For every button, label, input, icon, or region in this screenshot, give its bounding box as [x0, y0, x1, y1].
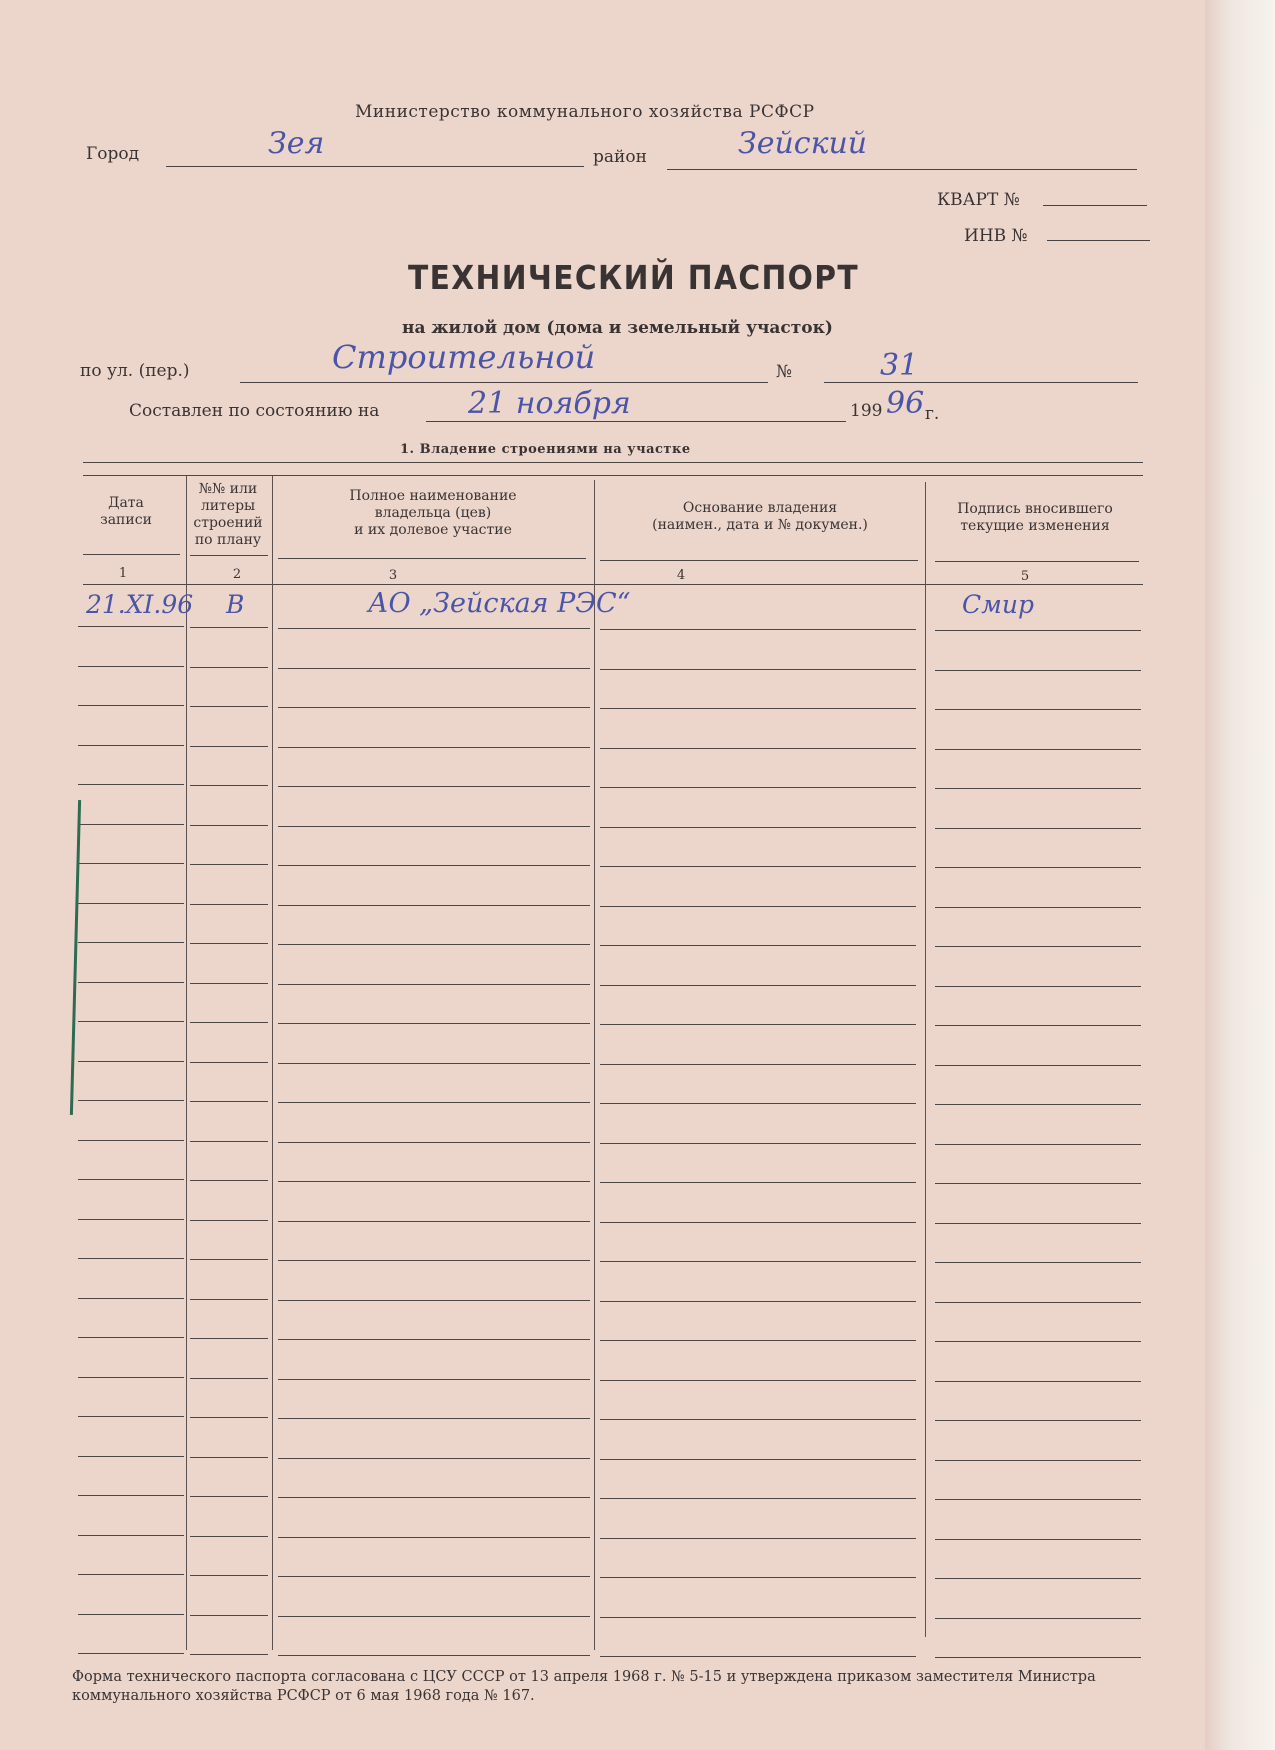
row-line: [78, 982, 184, 983]
entry-signature[interactable]: Смир: [962, 590, 1034, 619]
row-line: [935, 1025, 1141, 1026]
row-line: [278, 1418, 590, 1419]
row-line: [600, 1064, 916, 1065]
col-header-basis-text: Основание владения (наимен., дата и № докумен.): [652, 500, 868, 533]
row-line: [600, 1380, 916, 1381]
row-line: [278, 1260, 590, 1261]
row-line: [600, 1024, 916, 1025]
row-line: [278, 628, 590, 629]
row-line: [935, 1144, 1141, 1145]
row-line: [78, 1258, 184, 1259]
row-line: [600, 1103, 916, 1104]
row-line: [278, 1655, 590, 1656]
row-line: [190, 864, 268, 865]
row-line: [935, 1460, 1141, 1461]
row-line: [190, 627, 268, 628]
row-line: [190, 1457, 268, 1458]
row-line: [935, 867, 1141, 868]
city-line: [166, 166, 584, 167]
row-line: [190, 1378, 268, 1379]
row-line: [78, 1140, 184, 1141]
row-line: [600, 866, 916, 867]
row-line: [935, 986, 1141, 987]
row-line: [600, 906, 916, 907]
row-line: [190, 1654, 268, 1655]
row-line: [600, 787, 916, 788]
row-line: [278, 1102, 590, 1103]
row-line: [190, 1259, 268, 1260]
compiled-label: Составлен по состоянию на: [129, 401, 380, 421]
row-line: [600, 985, 916, 986]
divider-1: [186, 476, 187, 1650]
row-line: [600, 629, 916, 630]
row-line: [600, 1143, 916, 1144]
row-line: [278, 826, 590, 827]
row-line: [190, 667, 268, 668]
row-line: [935, 946, 1141, 947]
row-line: [935, 630, 1141, 631]
row-line: [935, 709, 1141, 710]
row-line: [935, 1183, 1141, 1184]
row-line: [935, 749, 1141, 750]
col-number-3: 3: [388, 568, 398, 583]
document-title: ТЕХНИЧЕСКИЙ ПАСПОРТ: [408, 258, 859, 297]
row-line: [190, 1220, 268, 1221]
col-number-4: 4: [676, 568, 686, 583]
row-line: [78, 1416, 184, 1417]
row-line: [190, 1141, 268, 1142]
row-line: [78, 1377, 184, 1378]
row-line: [278, 747, 590, 748]
row-line: [935, 907, 1141, 908]
compiled-date-line: [426, 421, 846, 422]
row-line: [190, 1615, 268, 1616]
row-line: [600, 1261, 916, 1262]
header-underline-5: [935, 561, 1139, 562]
entry-liter[interactable]: В: [226, 590, 245, 619]
col-header-liter-text: №№ или литеры строений по плану: [193, 481, 263, 548]
row-line: [278, 1576, 590, 1577]
row-line: [935, 1065, 1141, 1066]
row-line: [78, 1337, 184, 1338]
row-line: [78, 863, 184, 864]
row-line: [190, 1180, 268, 1181]
col-header-signature: [935, 501, 1135, 535]
district-label: район: [593, 147, 647, 167]
col-header-date: [88, 495, 164, 529]
col-number-1: 1: [118, 566, 128, 581]
row-line: [278, 1063, 590, 1064]
divider-2: [272, 476, 273, 1650]
row-line: [78, 1653, 184, 1654]
page-edge: [1205, 0, 1275, 1750]
row-line: [278, 668, 590, 669]
row-line: [190, 943, 268, 944]
row-line: [78, 1100, 184, 1101]
table-top-rule: [83, 475, 1143, 476]
row-line: [78, 705, 184, 706]
row-line: [78, 1298, 184, 1299]
row-line: [935, 1539, 1141, 1540]
row-line: [600, 669, 916, 670]
col-header-date-text: Дата записи: [100, 495, 152, 528]
row-line: [190, 706, 268, 707]
compiled-year-value[interactable]: 96: [886, 386, 925, 421]
row-line: [278, 944, 590, 945]
footer-note: Форма технического паспорта согласована с ЦСУ СССР от 13 апреля 1968 г. № 5-15 и утверждена приказом заместителя Министра коммунального хозяйства РСФСР от 6 мая 1968 года № 167.: [72, 1669, 1096, 1704]
col-number-5: 5: [1020, 569, 1030, 584]
row-line: [190, 1022, 268, 1023]
row-line: [600, 1459, 916, 1460]
row-line: [78, 903, 184, 904]
header-underline-4: [600, 560, 918, 561]
compiled-year-prefix: 199: [850, 401, 883, 421]
row-line: [600, 1538, 916, 1539]
row-line: [600, 1498, 916, 1499]
row-line: [600, 827, 916, 828]
row-line: [600, 1222, 916, 1223]
col-header-signature-text: Подпись вносившего текущие изменения: [957, 501, 1113, 534]
district-value[interactable]: Зейский: [738, 126, 868, 161]
row-line: [78, 824, 184, 825]
section-rule: [83, 462, 1143, 463]
row-line: [78, 1021, 184, 1022]
row-line: [78, 1614, 184, 1615]
row-line: [278, 1181, 590, 1182]
row-line: [190, 1338, 268, 1339]
col-header-basis: [600, 500, 920, 534]
row-line: [600, 1577, 916, 1578]
row-line: [935, 1420, 1141, 1421]
kvart-line[interactable]: [1043, 205, 1147, 206]
row-line: [78, 1061, 184, 1062]
row-line: [78, 666, 184, 667]
row-line: [78, 1495, 184, 1496]
row-line: [600, 1340, 916, 1341]
row-line: [935, 670, 1141, 671]
row-line: [190, 785, 268, 786]
row-line: [600, 1182, 916, 1183]
row-line: [935, 828, 1141, 829]
column-numbers-rule: [83, 584, 1143, 585]
row-line: [600, 748, 916, 749]
row-line: [190, 983, 268, 984]
row-line: [190, 1417, 268, 1418]
row-line: [278, 1379, 590, 1380]
row-line: [600, 708, 916, 709]
row-line: [190, 1299, 268, 1300]
row-line: [600, 1617, 916, 1618]
compiled-year-unit: г.: [925, 404, 940, 424]
row-line: [935, 1302, 1141, 1303]
row-line: [600, 1656, 916, 1657]
row-line: [78, 1535, 184, 1536]
entry-date[interactable]: 21.XI.96: [86, 590, 194, 619]
row-line: [278, 1339, 590, 1340]
compiled-date-value[interactable]: 21 ноября: [468, 386, 631, 421]
row-line: [935, 1578, 1141, 1579]
house-number-value[interactable]: 31: [880, 348, 919, 383]
row-line: [78, 784, 184, 785]
ministry-heading: Министерство коммунального хозяйства РСФСР: [355, 102, 815, 122]
row-line: [935, 1223, 1141, 1224]
row-line: [278, 1497, 590, 1498]
inv-label: ИНВ №: [964, 226, 1028, 246]
divider-3: [594, 480, 595, 1650]
row-line: [78, 942, 184, 943]
row-line: [78, 745, 184, 746]
col-header-owner: [278, 488, 588, 539]
header-underline-1: [83, 554, 180, 555]
col-header-liter: [186, 481, 270, 549]
divider-4: [925, 482, 926, 1637]
inv-line[interactable]: [1047, 240, 1150, 241]
row-line: [278, 984, 590, 985]
row-line: [935, 1262, 1141, 1263]
row-line: [190, 825, 268, 826]
row-line: [78, 1179, 184, 1180]
row-line: [278, 1221, 590, 1222]
row-line: [78, 1456, 184, 1457]
row-line: [600, 1419, 916, 1420]
row-line: [935, 1341, 1141, 1342]
row-line: [190, 746, 268, 747]
row-line: [935, 1381, 1141, 1382]
street-line: [240, 382, 768, 383]
header-underline-2: [190, 555, 268, 556]
entry-owner[interactable]: АО „Зейская РЭС“: [368, 588, 631, 619]
city-value[interactable]: Зея: [268, 126, 325, 161]
row-line: [278, 905, 590, 906]
row-line: [278, 1023, 590, 1024]
row-line: [78, 1574, 184, 1575]
street-value[interactable]: Строительной: [332, 338, 596, 376]
row-line: [278, 1142, 590, 1143]
row-line: [190, 1062, 268, 1063]
row-line: [935, 1499, 1141, 1500]
document-subtitle: на жилой дом (дома и земельный участок): [402, 318, 833, 338]
row-line: [190, 1536, 268, 1537]
row-line: [78, 1219, 184, 1220]
row-line: [278, 786, 590, 787]
row-line: [190, 1496, 268, 1497]
house-number-label: №: [776, 362, 793, 382]
row-line: [278, 865, 590, 866]
col-header-owner-text: Полное наименование владельца (цев) и их долевое участие: [349, 488, 517, 538]
row-line: [935, 1618, 1141, 1619]
row-line: [935, 788, 1141, 789]
row-line: [935, 1657, 1141, 1658]
row-line: [935, 1104, 1141, 1105]
row-line: [78, 626, 184, 627]
header-underline-3: [278, 558, 586, 559]
row-line: [190, 1101, 268, 1102]
row-line: [278, 707, 590, 708]
row-line: [278, 1458, 590, 1459]
house-number-line: [824, 382, 1138, 383]
row-line: [190, 1575, 268, 1576]
row-line: [600, 945, 916, 946]
section-title: 1. Владение строениями на участке: [400, 442, 691, 457]
row-line: [278, 1537, 590, 1538]
street-label: по ул. (пер.): [80, 361, 190, 381]
row-line: [190, 904, 268, 905]
district-line: [667, 169, 1137, 170]
col-number-2: 2: [232, 567, 242, 582]
row-line: [600, 1301, 916, 1302]
row-line: [278, 1300, 590, 1301]
row-line: [278, 1616, 590, 1617]
city-label: Город: [86, 144, 140, 164]
kvart-label: КВАРТ №: [937, 190, 1020, 210]
